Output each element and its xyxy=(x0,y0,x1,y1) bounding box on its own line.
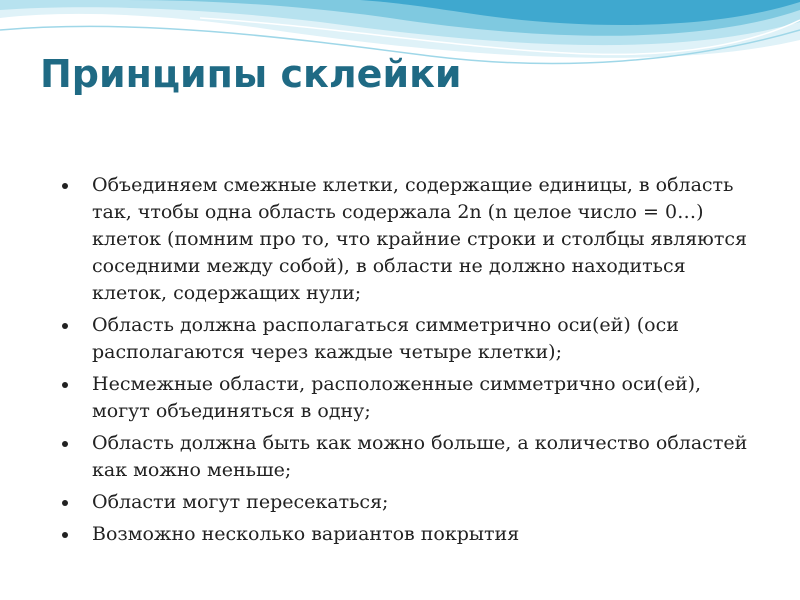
bullet-item xyxy=(62,371,752,425)
slide-title: Принципы склейки xyxy=(40,52,462,96)
bullet-text: Объединяем смежные клетки, содержащие единицы, в область так, чтобы одна область содержала 2n (n целое число = 0…) клеток (помним про то, что крайние строки и столбцы являются соседними между собой), в области не должно находиться клеток, содержащих нули; xyxy=(92,174,747,304)
bullet-dot-icon xyxy=(62,323,68,329)
bullet-item xyxy=(62,430,752,484)
bullet-text: Область должна располагаться симметрично оси(ей) (оси располагаются через каждые четыре клетки); xyxy=(92,314,679,363)
bullet-text: Несмежные области, расположенные симметрично оси(ей), могут объединяться в одну; xyxy=(92,373,702,422)
bullet-dot-icon xyxy=(62,382,68,388)
bullet-text: Область должна быть как можно больше, а количество областей как можно меньше; xyxy=(92,432,748,481)
bullet-list xyxy=(62,172,752,553)
bullet-item xyxy=(62,172,752,307)
bullet-text: Области могут пересекаться; xyxy=(92,491,389,513)
bullet-text: Возможно несколько вариантов покрытия xyxy=(92,523,520,545)
bullet-dot-icon xyxy=(62,532,68,538)
bullet-item xyxy=(62,489,752,516)
bullet-item xyxy=(62,312,752,366)
bullet-dot-icon xyxy=(62,183,68,189)
bullet-item xyxy=(62,521,752,548)
bullet-dot-icon xyxy=(62,441,68,447)
bullet-dot-icon xyxy=(62,500,68,506)
